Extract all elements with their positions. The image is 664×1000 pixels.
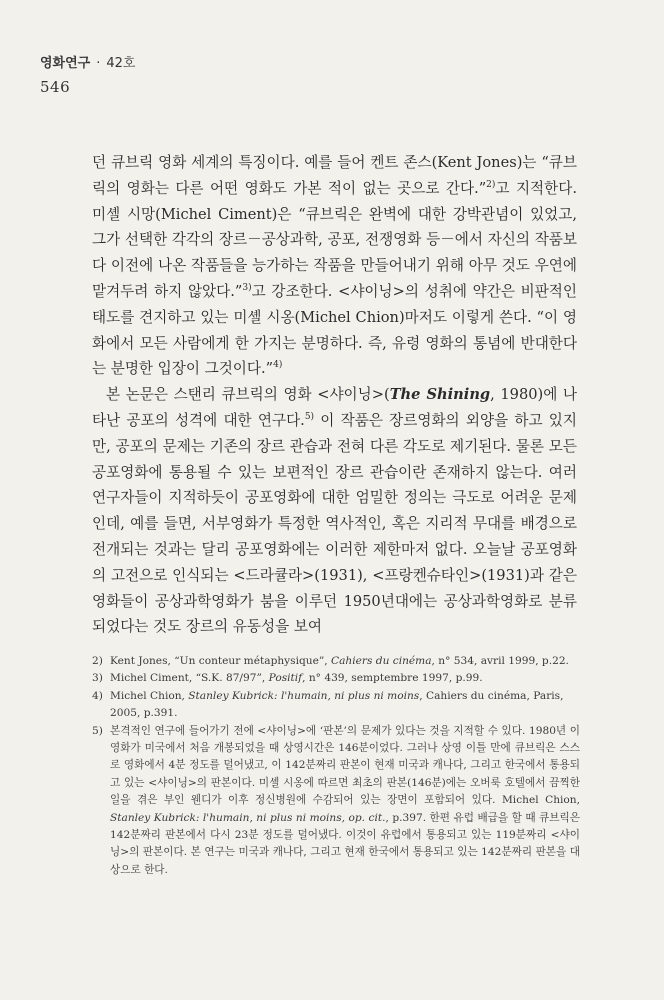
footnote-ref-2: 2) <box>486 179 496 190</box>
p1-text-b: 고 지적한다. 미셸 시망(Michel Ciment)은 “큐브릭은 완벽에 대한 강박관념이 있었고, 그가 선택한 각각의 장르－공상과학, 공포, 전쟁영화 등－에서 자신의 작품보다 이전에 나온 작품들을 능가하는 작품을 만들어내기 위해 아무 것도 우연에 맡겨두려 하지 않았다.” <box>92 179 577 300</box>
footnote-text <box>110 688 580 723</box>
footnote-text-a: Michel Chion, <box>110 689 189 702</box>
footnote-italic: Positif <box>268 672 303 685</box>
footnote-number: 2) <box>92 655 103 667</box>
footnote-4 <box>92 688 580 723</box>
film-title: The Shining <box>389 386 491 404</box>
footnote-text-b: , p.397. 한편 유럽 배급을 할 때 큐브릭은 142분짜리 판본에서 다시 23분 정도를 덜어냈다. 이것이 유럽에서 통용되고 있는 119분짜리 <샤이닝>의 판본이다. 본 연구는 미국과 캐나다, 그리고 현재 한국에서 통용되고 있는 142분짜리 판본을 대상으로 한다. <box>110 811 580 876</box>
p1-text-c: 고 강조한다. <샤이닝>의 성취에 약간은 비판적인 태도를 견지하고 있는 미셸 시옹(Michel Chion)마저도 이렇게 쓴다. “이 영화에서 모든 사람에게 한 가지는 분명하다. 즉, 유령 영화의 통념에 반대한다는 분명한 입장이 그것이다.” <box>92 282 577 378</box>
footnotes <box>92 653 580 879</box>
footnote-ref-3: 3) <box>242 283 252 294</box>
paragraph-1 <box>92 150 577 382</box>
footnote-3 <box>92 670 580 687</box>
journal-title: 영화연구 <box>40 56 91 71</box>
footnote-text-b: , n° 439, semptembre 1997, p.99. <box>302 672 483 685</box>
p2-text-b: , 1980)에 나타난 공포의 성격에 대한 연구다. <box>92 386 577 429</box>
running-header <box>40 52 135 71</box>
footnote-2 <box>92 653 580 670</box>
p2-text-c: 이 작품은 장르영화의 외양을 하고 있지만, 공포의 문제는 기존의 장르 관습과 전혀 다른 각도로 제기된다. 물론 모든 공포영화에 통용될 수 있는 보편적인 장르 관습이란 존재하지 않는다. 여러 연구자들이 지적하듯이 공포영화에 대한 엄밀한 정의는 극도로 어려운 문제인데, 예를 들면, 서부영화가 특정한 역사적인, 혹은 지리적 무대를 배경으로 전개되는 것과는 달리 공포영화에는 이러한 제한마저 없다. 오늘날 공포영화의 고전으로 인식되는 <드라큘라>(1931), <프랑켄슈타인>(1931)과 같은 영화들이 공상과학영화가 붐을 이루던 1950년대에는 공상과학영화로 분류되었다는 것도 장르의 유동성을 보여 <box>92 411 577 636</box>
footnote-italic: Stanley Kubrick: l'humain, ni plus ni moins, op. cit. <box>110 811 386 824</box>
footnote-italic: Cahiers du cinéma <box>331 655 432 667</box>
footnote-text-a: Michel Ciment, “S.K. 87/97”, <box>110 672 269 685</box>
footnote-number: 5) <box>92 724 103 737</box>
paragraph-2 <box>92 382 577 640</box>
footnote-text <box>110 670 580 687</box>
footnote-text-b: , Cahiers du cinéma, Paris, 2005, p.391. <box>110 689 564 720</box>
footnote-ref-5: 5) <box>304 412 315 423</box>
footnote-text-b: , n° 534, avril 1999, p.22. <box>431 655 569 667</box>
body-text <box>92 150 577 640</box>
p1-text-a: 던 큐브릭 영화 세계의 특징이다. 예를 들어 켄트 존스(Kent Jones)는 “큐브릭의 영화는 다른 어떤 영화도 가본 적이 없는 곳으로 간다.” <box>92 154 577 197</box>
footnote-5 <box>92 723 580 880</box>
p2-text-a: 본 논문은 스탠리 큐브릭의 영화 <샤이닝>( <box>106 386 390 404</box>
footnote-text <box>110 723 580 880</box>
header-separator: · <box>96 56 101 71</box>
footnote-text-a: 본격적인 연구에 들어가기 전에 <샤이닝>에 ‘판본’의 문제가 있다는 것을 지적할 수 있다. 1980년 이 영화가 미국에서 처음 개봉되었을 때 상영시간은 146분이었다. 그러나 상영 이틀 만에 큐브릭은 스스로 영화에서 4분 정도를 덜어냈고, 이 142분짜리 판본이 현재 미국과 캐나다, 그리고 한국에서 통용되고 있는 <샤이닝>의 판본이다. 미셸 시옹에 따르면 최초의 판본(146분)에는 오버룩 호텔에서 끔찍한 일을 겪은 부인 웬디가 이후 정신병원에 수감되어 있는 장면이 포함되어 있다. Michel Chion, <box>110 724 580 807</box>
footnote-text-a: Kent Jones, “Un conteur métaphysique”, <box>110 655 332 667</box>
footnote-italic: Stanley Kubrick: l'humain, ni plus ni moins <box>188 689 420 702</box>
footnote-ref-4: 4) <box>273 360 283 371</box>
footnote-text <box>110 653 580 670</box>
footnote-number: 4) <box>92 689 103 702</box>
page-number: 546 <box>40 78 71 96</box>
footnote-number: 3) <box>92 672 103 685</box>
issue-number: 42호 <box>106 56 136 71</box>
